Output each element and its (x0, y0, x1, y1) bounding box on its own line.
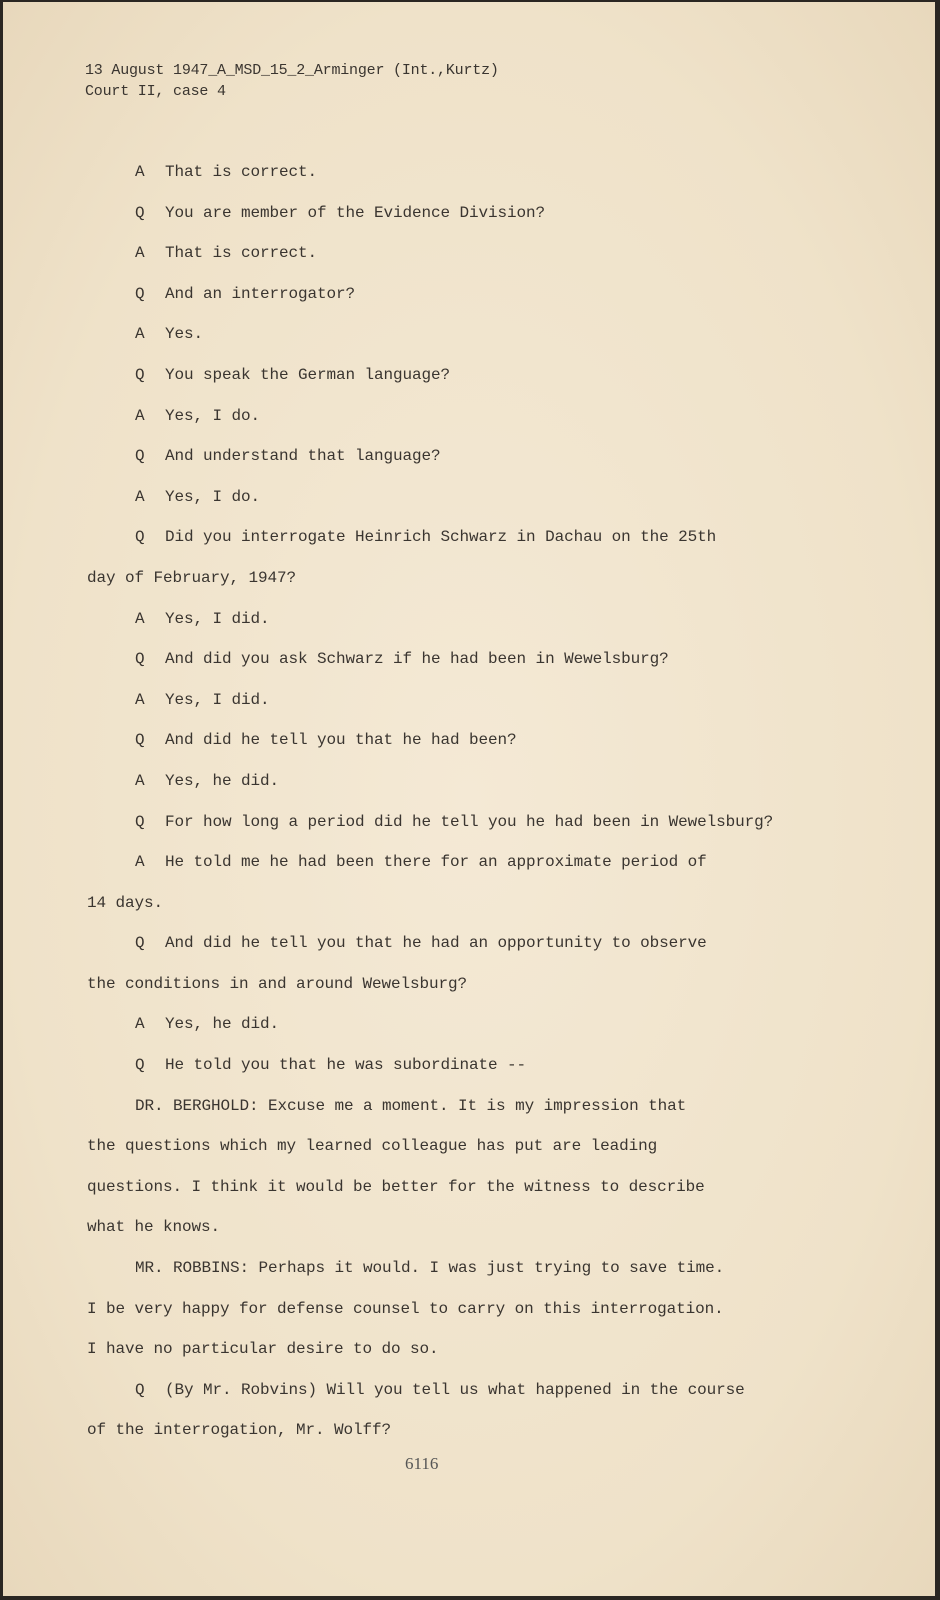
transcript-line (3, 767, 935, 808)
speaker-label: Q (135, 934, 145, 953)
speaker-label: A (135, 1015, 145, 1034)
line-text: And did he tell you that he had an opportunity to observe (165, 934, 707, 953)
line-text: of the interrogation, Mr. Wolff? (87, 1421, 392, 1440)
line-text: And did he tell you that he had been? (165, 731, 517, 750)
line-text: That is correct. (165, 163, 318, 181)
line-text: That is correct. (165, 244, 318, 263)
line-text: Yes. (165, 325, 204, 344)
speaker-label: Q (135, 528, 145, 547)
speaker-label: A (135, 771, 145, 790)
line-text: (By Mr. Robvins) Will you tell us what happened in the course (165, 1380, 745, 1399)
speaker-label: A (135, 244, 145, 263)
line-text: For how long a period did he tell you he had been in Wewelsburg? (165, 812, 774, 831)
speaker-label: Q (135, 650, 145, 669)
line-text: MR. ROBBINS: Perhaps it would. I was just trying to save time. (135, 1259, 725, 1278)
transcript-line (3, 848, 935, 889)
transcript-line (3, 199, 935, 240)
line-text: Yes, I do. (165, 406, 261, 425)
transcript-line (3, 1254, 935, 1295)
transcript-line (3, 645, 935, 686)
speaker-label: Q (135, 731, 145, 750)
transcript-line (3, 523, 935, 564)
line-text: And an interrogator? (165, 284, 356, 303)
speaker-label: A (135, 406, 145, 425)
line-text: the conditions in and around Wewelsburg? (87, 974, 468, 993)
header-line-date: 13 August 1947_A_MSD_15_2_Arminger (Int.,Kurtz) (85, 62, 499, 79)
transcript-line (3, 1335, 935, 1376)
header-line-court: Court II, case 4 (85, 83, 226, 100)
page-number: 6116 (405, 1454, 439, 1473)
line-text: I have no particular desire to do so. (87, 1340, 439, 1359)
transcript-line (3, 970, 935, 1011)
speaker-label: A (135, 853, 145, 872)
speaker-label: Q (135, 812, 145, 831)
transcript-line (3, 1295, 935, 1336)
transcript-body (3, 158, 935, 1457)
speaker-label: Q (135, 447, 145, 466)
transcript-line (3, 402, 935, 443)
speaker-label: Q (135, 1056, 145, 1075)
line-text: 14 days. (87, 893, 164, 912)
speaker-label: Q (135, 365, 145, 384)
line-text: Yes, I do. (165, 487, 261, 506)
speaker-label: A (135, 325, 145, 344)
transcript-line (3, 808, 935, 849)
line-text: the questions which my learned colleague has put are leading (87, 1137, 658, 1156)
transcript-line (3, 1092, 935, 1133)
transcript-line (3, 889, 935, 930)
line-text: You are member of the Evidence Division? (165, 203, 546, 222)
document-page (3, 2, 935, 1596)
speaker-label: Q (135, 284, 145, 303)
line-text: day of February, 1947? (87, 568, 297, 587)
speaker-label: Q (135, 1380, 145, 1399)
line-text: He told you that he was subordinate -- (165, 1056, 527, 1075)
line-text: Did you interrogate Heinrich Schwarz in Dachau on the 25th (165, 528, 717, 547)
transcript-line (3, 158, 935, 199)
document-header (85, 60, 499, 102)
speaker-label: Q (135, 203, 145, 222)
transcript-line (3, 686, 935, 727)
line-text: Yes, I did. (165, 609, 270, 628)
line-text: And understand that language? (165, 447, 441, 466)
line-text: I be very happy for defense counsel to carry on this interrogation. (87, 1299, 724, 1318)
transcript-line (3, 929, 935, 970)
transcript-line (3, 1376, 935, 1417)
line-text: Yes, he did. (165, 1015, 280, 1034)
transcript-line (3, 361, 935, 402)
transcript-line (3, 605, 935, 646)
transcript-line (3, 320, 935, 361)
line-text: And did you ask Schwarz if he had been in Wewelsburg? (165, 650, 669, 669)
line-text: questions. I think it would be better for the witness to describe (87, 1177, 705, 1196)
transcript-line (3, 1132, 935, 1173)
transcript-line (3, 1051, 935, 1092)
line-text: You speak the German language? (165, 365, 451, 384)
line-text: He told me he had been there for an approximate period of (165, 853, 707, 872)
transcript-line (3, 1010, 935, 1051)
transcript-line (3, 1213, 935, 1254)
line-text: DR. BERGHOLD: Excuse me a moment. It is my impression that (135, 1096, 687, 1115)
speaker-label: A (135, 487, 145, 506)
transcript-line (3, 483, 935, 524)
speaker-label: A (135, 163, 145, 181)
line-text: Yes, I did. (165, 690, 270, 709)
transcript-line (3, 1173, 935, 1214)
transcript-line (3, 1416, 935, 1457)
transcript-line (3, 442, 935, 483)
speaker-label: A (135, 609, 145, 628)
transcript-line (3, 239, 935, 280)
transcript-line (3, 726, 935, 767)
line-text: Yes, he did. (165, 771, 280, 790)
transcript-line (3, 280, 935, 321)
speaker-label: A (135, 690, 145, 709)
line-text: what he knows. (87, 1218, 221, 1237)
transcript-line (3, 564, 935, 605)
